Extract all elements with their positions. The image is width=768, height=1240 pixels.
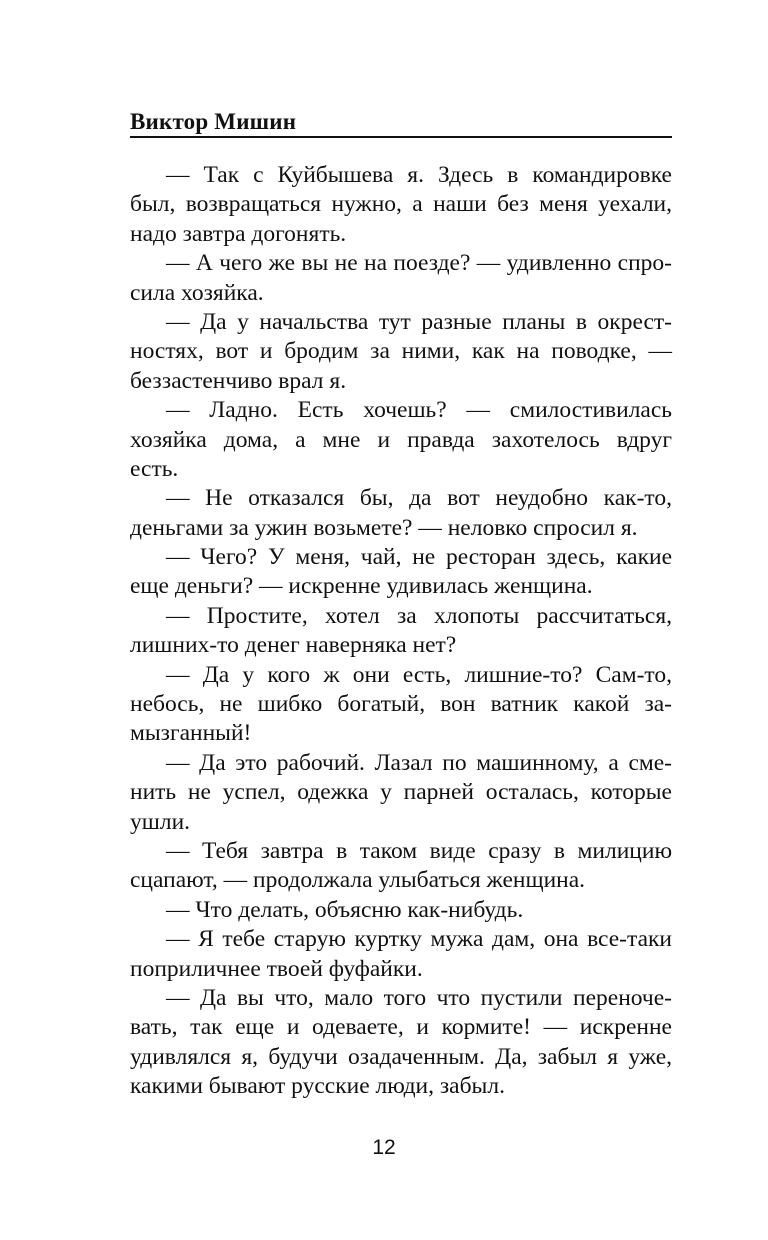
text-line: — Простите, хотел за хлопоты рассчитаться, xyxy=(166,602,672,629)
text-line: есть. xyxy=(130,455,179,482)
text-line: ностях, вот и бродим за ними, как на поводке, — xyxy=(130,338,672,365)
text-line: — Чего? У меня, чай, не ресторан здесь, какие xyxy=(166,544,672,571)
text-line: — Что делать, объясню как-нибудь. xyxy=(166,896,524,923)
text-line: вать, так еще и одеваете, и кормите! — искренне xyxy=(130,1014,672,1041)
text-line: — Тебя завтра в таком виде сразу в милицию xyxy=(166,837,672,864)
text-line: удивлялся я, будучи озадаченным. Да, забыл я уже, xyxy=(130,1043,672,1070)
header-rule xyxy=(130,136,672,138)
text-line: — А чего же вы не на поезде? — удивленно спро- xyxy=(166,250,672,277)
text-line: небось, не шибко богатый, вон ватник какой за- xyxy=(130,691,672,718)
text-line: надо завтра догонять. xyxy=(130,220,347,247)
text-line: хозяйка дома, а мне и правда захотелось вдруг xyxy=(130,426,672,453)
text-line: — Да у начальства тут разные планы в окрест- xyxy=(166,308,672,335)
text-line: ушли. xyxy=(130,808,191,835)
text-line: — Да вы что, мало того что пустили переноче- xyxy=(166,984,672,1011)
text-line: — Ладно. Есть хочешь? — смилостивилась xyxy=(166,397,672,424)
text-line: поприличнее твоей фуфайки. xyxy=(130,955,423,982)
text-line: — Да это рабочий. Лазал по машинному, а сме- xyxy=(166,749,672,776)
text-line: еще деньги? — искренне удивилась женщина. xyxy=(130,573,593,600)
text-line: — Да у кого ж они есть, лишние-то? Сам-то, xyxy=(166,661,672,688)
running-head-author: Виктор Мишин xyxy=(130,109,297,134)
text-line: беззастенчиво врал я. xyxy=(130,367,347,394)
text-line: лишних-то денег наверняка нет? xyxy=(130,632,457,659)
text-line: — Я тебе старую куртку мужа дам, она все-таки xyxy=(166,926,672,953)
body-text xyxy=(130,161,672,1102)
text-line: деньгами за ужин возьмете? — неловко спросил я. xyxy=(130,514,638,541)
text-line: был, возвращаться нужно, а наши без меня уехали, xyxy=(130,191,672,218)
text-line: сцапают, — продолжала улыбаться женщина. xyxy=(130,867,586,894)
page-number: 12 xyxy=(372,1136,396,1159)
text-line: сила хозяйка. xyxy=(130,279,264,306)
text-line: нить не успел, одежка у парней осталась, которые xyxy=(130,779,672,806)
text-line: мызганный! xyxy=(130,720,252,747)
text-line: — Так с Куйбышева я. Здесь в командировке xyxy=(166,162,672,188)
text-line: какими бывают русские люди, забыл. xyxy=(130,1073,505,1100)
text-line: — Не отказался бы, да вот неудобно как-то, xyxy=(166,485,672,512)
